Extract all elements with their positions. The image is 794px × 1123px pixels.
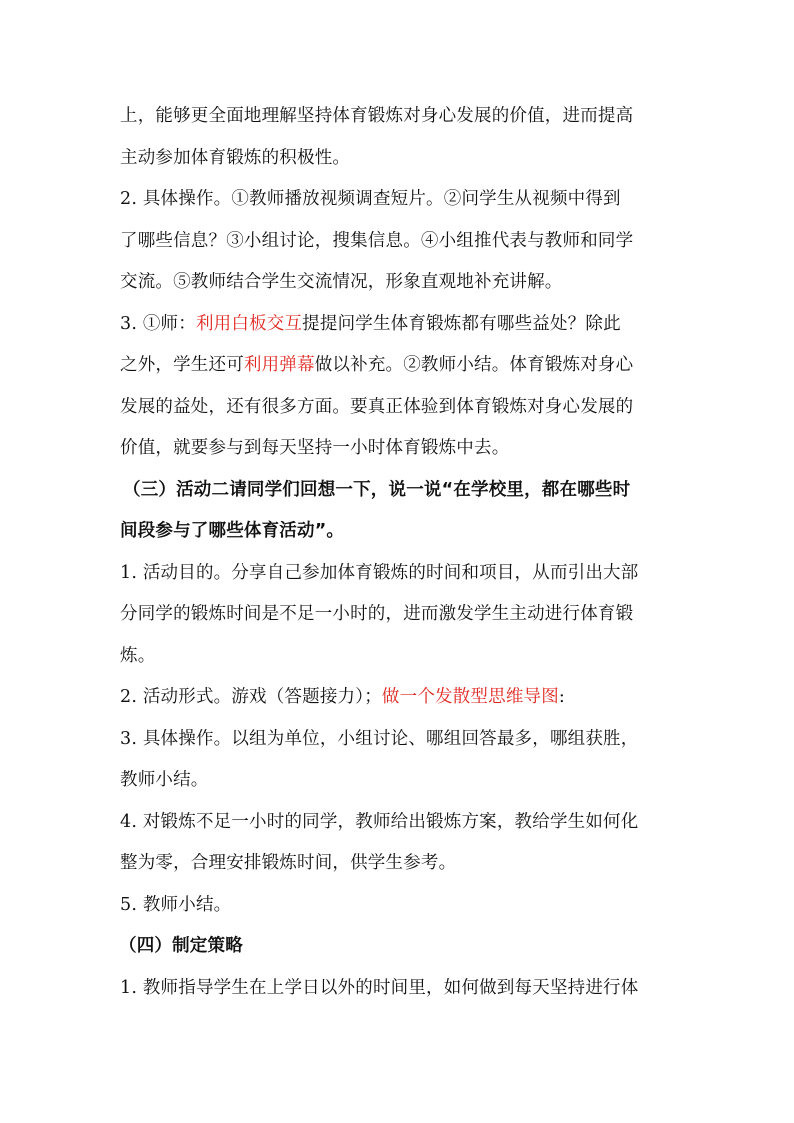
paragraph-line [120,677,680,719]
paragraph-line: 3. 具体操作。以组为单位，小组讨论、哪组回答最多，哪组获胜， [120,728,639,749]
text-span: 做以补充。②教师小结。体育锻炼对身心 [314,355,634,375]
highlighted-text: 利用白板交互 [195,313,303,334]
text-span: : [558,687,566,707]
paragraph-line: 分同学的锻炼时间是不足一小时的，进而激发学生主动进行体育锻 [120,604,634,624]
paragraph-line: 4. 对锻炼不足一小时的同学，教师给出锻炼方案，教给学生如何化 [120,811,639,832]
section-heading: （三）活动二请同学们回想一下，说一说“在学校里，都在哪些时 [123,479,631,500]
section-heading: 间段参与了哪些体育活动”。 [120,521,345,541]
paragraph-line: 教师小结。 [120,770,209,790]
paragraph-line: 了哪些信息？③小组讨论，搜集信息。④小组推代表与教师和同学 [120,230,634,251]
paragraph-line: 交流。⑤教师结合学生交流情况，形象直观地补充讲解。 [120,272,563,292]
highlighted-text: 做一个发散型思维导图 [381,687,559,707]
paragraph-line: 上，能够更全面地理解坚持体育锻炼对身心发展的价值，进而提高 [120,106,634,126]
paragraph-line: 炼。 [120,645,156,666]
section-heading: （四）制定策略 [119,936,243,956]
text-span: 3. ①师： [120,313,196,334]
highlighted-text: 利用弹幕 [243,355,315,375]
paragraph-line: 整为零，合理安排锻炼时间，供学生参考。 [120,853,457,873]
text-span: 之外，学生还可 [120,355,244,375]
paragraph-line: 1. 活动目的。分享自己参加体育锻炼的时间和项目，从而引出大部 [120,562,639,583]
paragraph-line: 主动参加体育锻炼的积极性。 [120,147,351,168]
paragraph-line [120,345,680,387]
text-span: 提提问学生体育锻炼都有哪些益处？除此 [302,313,621,334]
paragraph-line [120,304,680,346]
document-page [120,96,680,1009]
paragraph-line: 价值，就要参与到每天坚持一小时体育锻炼中去。 [120,438,510,458]
paragraph-line: 1. 教师指导学生在上学日以外的时间里，如何做到每天坚持进行体 [120,977,639,998]
paragraph-line: 2. 具体操作。①教师播放视频调查短片。②问学生从视频中得到 [120,189,621,209]
paragraph-line: 5. 教师小结。 [120,894,232,915]
paragraph-line: 发展的益处，还有很多方面。要真正体验到体育锻炼对身心发展的 [120,396,634,417]
text-span: 2. 活动形式。游戏（答题接力）； [120,687,382,707]
